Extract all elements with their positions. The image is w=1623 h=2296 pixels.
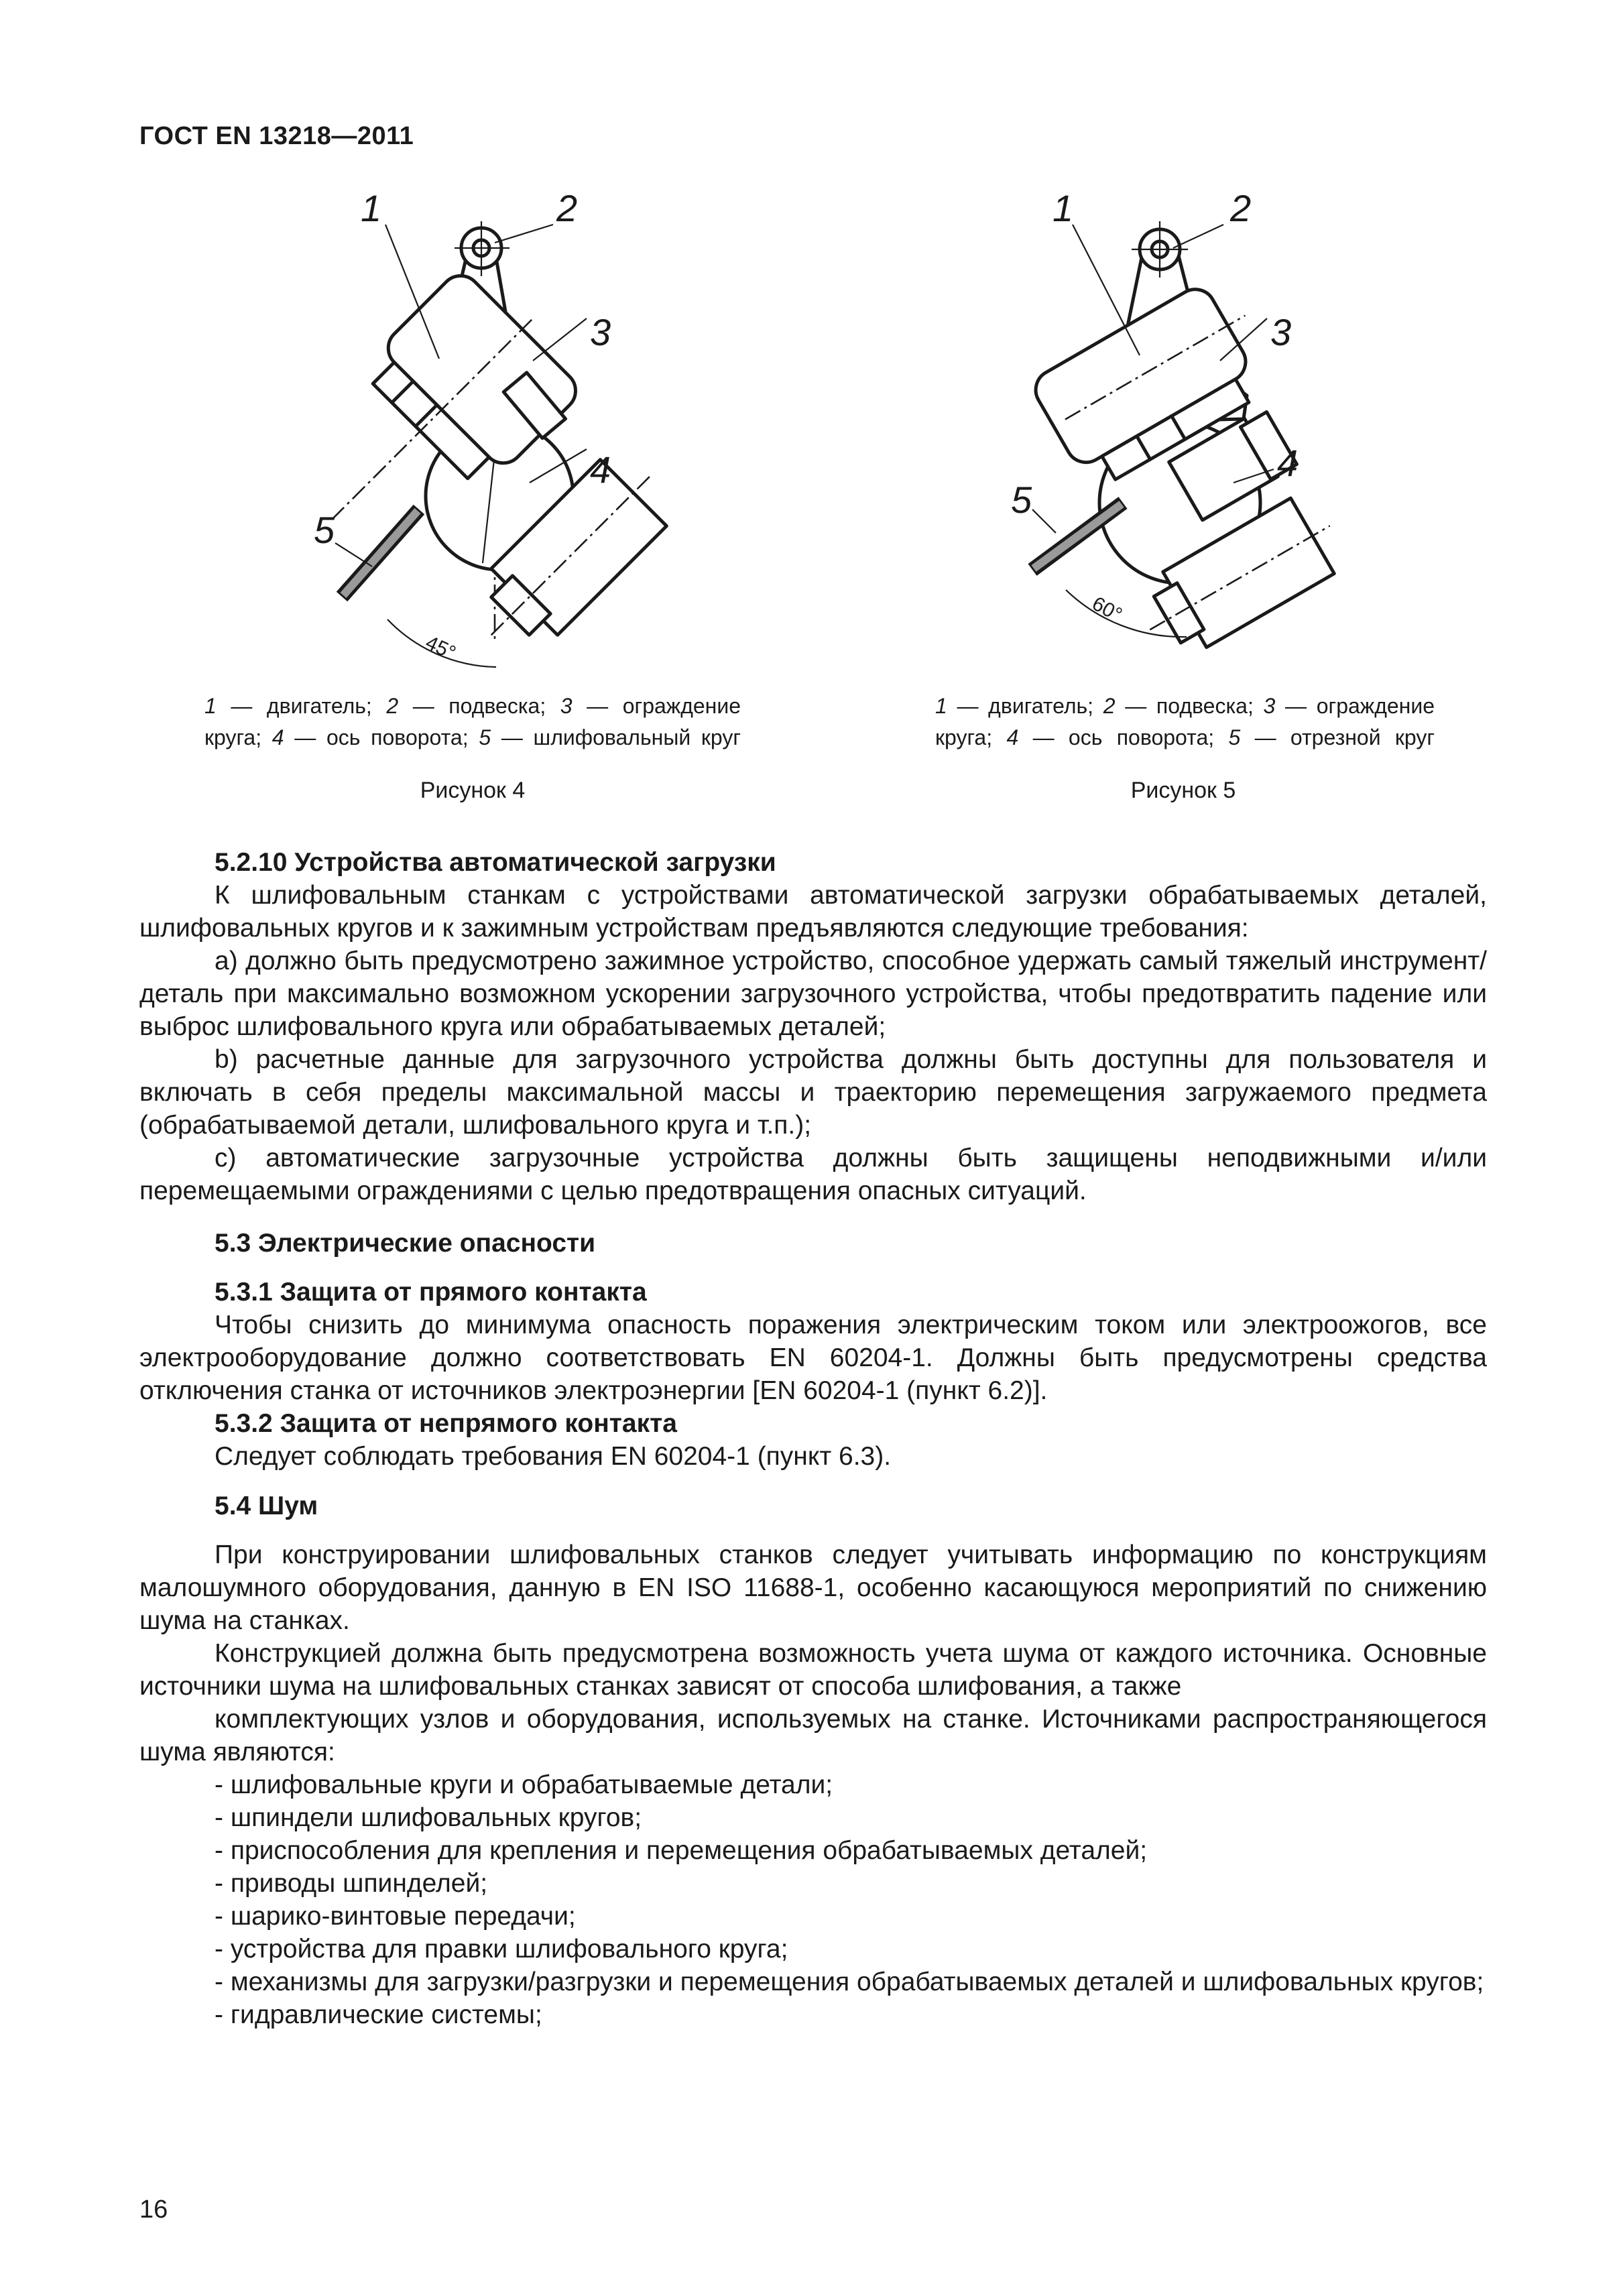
- body-section-5-2-10: [139, 846, 1487, 1207]
- body-section-5-4-text: [139, 1538, 1487, 2031]
- callout-1: 1: [1053, 187, 1074, 229]
- callout-2: 2: [1230, 187, 1252, 229]
- page-number: 16: [139, 2195, 168, 2224]
- figure-4-caption: Рисунок 4: [420, 778, 526, 803]
- standard-id: ГОСТ EN 13218—2011: [139, 122, 414, 150]
- body-section-5-4: [139, 1490, 1487, 1522]
- list-item: - устройства для правки шлифовального круга;: [215, 1935, 788, 1963]
- list-item: - механизмы для загрузки/разгрузки и перемещения обрабатываемых деталей и шлифовальных кругов;: [215, 1968, 1484, 1996]
- para-5-4-2a: Конструкцией должна быть предусмотрена возможность учета шума от каждого источника. Основные источники шума на шлифовальных станках зависят от способа шлифования, а также: [139, 1639, 1487, 1701]
- heading-5-4: 5.4 Шум: [215, 1492, 318, 1520]
- callout-5: 5: [314, 509, 335, 551]
- callout-2: 2: [556, 187, 578, 229]
- callout-3: 3: [1270, 311, 1292, 353]
- figure-4-legend: 1 — двигатель; 2 — подвеска; 3 — ограждение круга; 4 — ось поворота; 5 — шлифовальный круг: [204, 694, 741, 749]
- para-5-4-1: При конструировании шлифовальных станков следует учитывать информацию по конструкциям малошумного оборудования, данную в EN ISO 11688-1, особенно касающуюся мероприятий по снижению шума на станках.: [139, 1540, 1487, 1635]
- figure-4-drawing: [282, 187, 711, 665]
- heading-5-2-10: 5.2.10 Устройства автоматической загрузки: [215, 848, 776, 877]
- figure-5-drawing: [979, 187, 1381, 664]
- body-section-5-3: [139, 1227, 1487, 1260]
- callout-5: 5: [1011, 479, 1032, 521]
- heading-5-3: 5.3 Электрические опасности: [215, 1229, 596, 1258]
- list-item: - приспособления для крепления и перемещения обрабатываемых деталей;: [215, 1836, 1148, 1865]
- para-5-2-10-intro: К шлифовальным станкам с устройствами автоматической загрузки обрабатываемых деталей, шлифовальных кругов и к зажимным устройствам предъявляются следующие требования:: [139, 881, 1487, 943]
- para-5-3-1: Чтобы снизить до минимума опасность поражения электрическим током или электроожогов, все электрооборудование должно соответствовать EN 60204-1. Должны быть предусмотрены средства отключения станка от источников электроэнергии [EN 60204-1 (пункт 6.2)].: [139, 1311, 1487, 1405]
- list-item: - шпиндели шлифовальных кругов;: [215, 1803, 642, 1832]
- list-item: - шарико-винтовые передачи;: [215, 1902, 576, 1931]
- heading-5-3-2: 5.3.2 Защита от непрямого контакта: [215, 1409, 677, 1438]
- callout-3: 3: [590, 311, 611, 353]
- angle-label-fig4: 45°: [422, 631, 459, 665]
- list-item: - шлифовальные круги и обрабатываемые детали;: [215, 1770, 833, 1799]
- list-item: - приводы шпинделей;: [215, 1869, 488, 1898]
- body-section-5-3-1: [139, 1276, 1487, 1473]
- callout-4: 4: [1277, 442, 1299, 484]
- figure-5-caption: Рисунок 5: [1130, 778, 1236, 803]
- figure-5-legend: 1 — двигатель; 2 — подвеска; 3 — ограждение круга; 4 — ось поворота; 5 — отрезной круг: [935, 694, 1435, 749]
- para-5-2-10-a: a) должно быть предусмотрено зажимное устройство, способное удержать самый тяжелый инструмент/деталь при максимально возможном ускорении загрузочного устройства, чтобы предотвратить падение или выброс шлифовального круга или обрабатываемых деталей;: [139, 947, 1487, 1041]
- angle-label-fig5: 60°: [1088, 592, 1126, 627]
- list-item: - гидравлические системы;: [215, 2000, 542, 2029]
- heading-5-3-1: 5.3.1 Защита от прямого контакта: [215, 1278, 647, 1307]
- para-5-2-10-b: b) расчетные данные для загрузочного устройства должны быть доступны для пользователя и включать в себя пределы максимальной массы и траекторию перемещения загружаемого предмета (обрабатываемой детали, шлифовального круга и т.п.);: [139, 1045, 1487, 1140]
- para-5-3-2: Следует соблюдать требования EN 60204-1 (пункт 6.3).: [215, 1442, 892, 1471]
- para-5-4-2b: комплектующих узлов и оборудования, используемых на станке. Источниками распространяющегося шума являются:: [139, 1705, 1487, 1766]
- callout-4: 4: [590, 448, 611, 491]
- para-5-2-10-c: c) автоматические загрузочные устройства должны быть защищены неподвижными и/или перемещаемыми ограждениями с целью предотвращения опасных ситуаций.: [139, 1144, 1487, 1205]
- callout-1: 1: [361, 187, 382, 229]
